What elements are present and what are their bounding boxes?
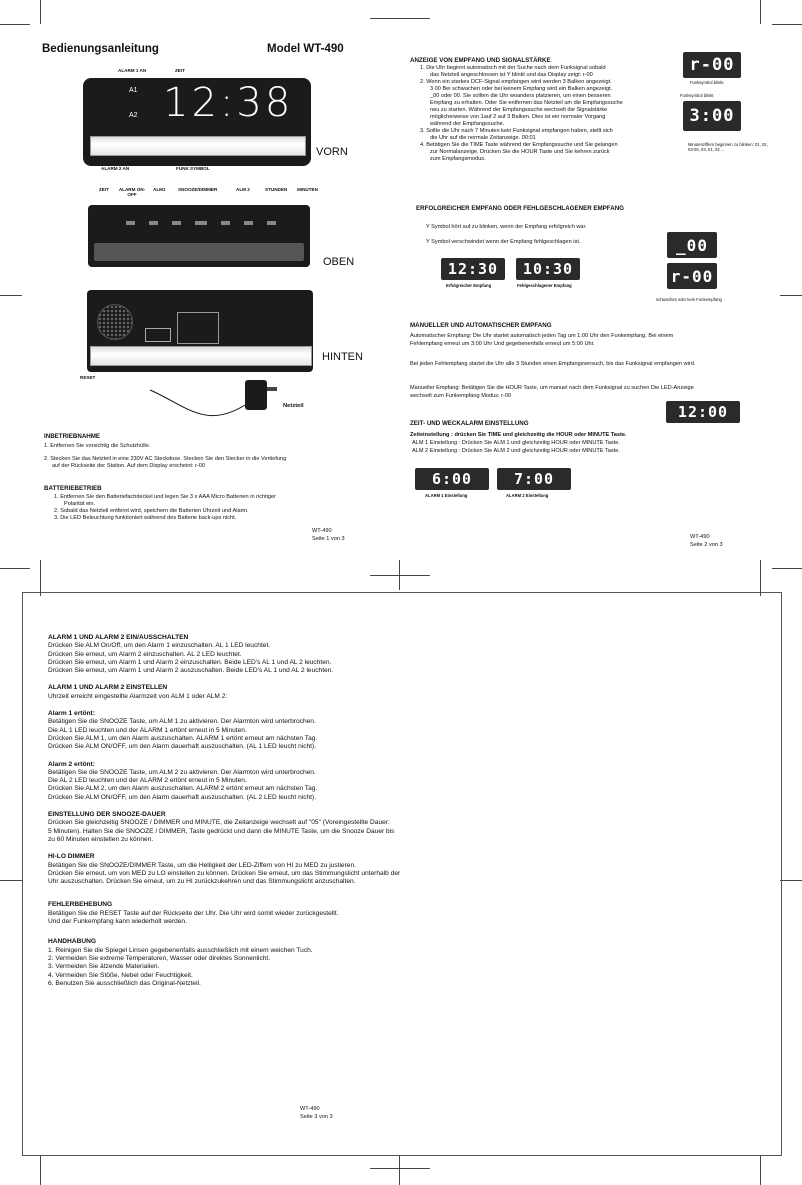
label-reset: RESET (80, 375, 96, 380)
s1-line: Empfang zu erhalten. Oder Sie entfernen das Netzteil um die Empfangssuche (430, 100, 623, 106)
button-alarm-onoff[interactable] (149, 221, 158, 225)
section-snooze-dauer (48, 811, 748, 844)
section-line: Betätigen Sie die SNOOZE/DIMMER Taste, um die Helligkeit der LED-Ziffern von HI zu MED zu justieren. (48, 861, 356, 869)
section-line: 1. Reinigen Sie die Spiegel Linsen gegebenenfalls ausschließlich mit einem weichen Tuch. (48, 946, 313, 954)
inbetrieb-line-3: auf der Rückseite der Station. Auf dem Display erscheint: r-00 (52, 463, 205, 469)
cap-failed: Fehlgeschlagener Empfang (517, 283, 572, 288)
battery-compartment (177, 312, 219, 344)
section-line: Drücken Sie ALM 2, um den Alarm auszuschalten. ALARM 2 ertönt erneut am nächsten Tag. (48, 785, 318, 793)
section-line: zu 60 Minuten einstellen zu können. (48, 835, 154, 843)
heading-batteriebetrieb: BATTERIEBETRIEB (44, 485, 102, 492)
s3-line-2: Fehlempfang erneut um 3:00 Uhr Und gegebenenfalls erneut um 5:00 Uhr. (410, 341, 595, 347)
power-adapter-illustration (145, 375, 295, 435)
front-time-display: 12:38 (163, 80, 294, 126)
s3-line-3: Bei jeden Fehlempfang startet die Uhr alle 3 Stunden einen Empfangsversuch, bis das Funksignal empfangen wird. (410, 361, 696, 367)
cap-success: Erfolgreicher Empfang (446, 283, 492, 288)
top-label-minuten: MINUTEN (297, 187, 318, 192)
heading-inbetriebnahme: INBETRIEBNAHME (44, 433, 101, 440)
a1-indicator: A1 (129, 87, 138, 94)
section-line: Drücken Sie erneut, um Alarm 2 einzuschalten. AL 2 LED leuchtet. (48, 650, 242, 658)
button-alm1[interactable] (172, 221, 181, 225)
s3-line-5: wechselt zum Funkempfang Modus: r-00 (410, 393, 512, 399)
section-alarm2-ertoent (48, 761, 748, 802)
s1-line: das Netzteil angeschlossen ist Y blinkt und das Display zeigt: r-00 (430, 72, 593, 78)
crop-mark (772, 568, 802, 569)
top-label-zeit: ZEIT (99, 187, 109, 192)
s1-line: während der Empfangssuche. (430, 121, 505, 127)
cap-funk-blinkt-2: Funksymbol blinkt (680, 93, 714, 98)
section-line: Drücken Sie ALM ON/OFF, um den Alarm dauerhaft auszuschalten. (AL 2 LED leucht nicht). (48, 793, 317, 801)
crop-mark (370, 575, 430, 576)
section-line: Betätigen Sie die SNOOZE Taste, um ALM 1 zu aktivieren. Der Alarmton wird unterbrochen. (48, 718, 316, 726)
cap-alarm2: ALARM 2 Einstellung (506, 493, 549, 498)
s2-line-1: Y Symbol hört auf zu blinken, wenn der Empfang erfolgreich war. (426, 224, 587, 230)
s1-line: 4. Betätigen Sie die TIME Taste während der Empfangssuche und Sie gelangen (420, 142, 618, 148)
section-heading: HANDHABUNG (48, 938, 96, 946)
section-line: Drücken Sie ALM 1, um den Alarm auszuschalten. ALARM 1 ertönt erneut am nächsten Tag. (48, 734, 318, 742)
lcd-manual: 12:00 (666, 401, 740, 423)
crop-mark (780, 295, 802, 296)
section-line: Drücken Sie ALM On/Off, um den Alarm 1 einzuschalten. AL 1 LED leuchtet. (48, 642, 271, 650)
s1-line: 1. Die Uhr beginnt automatisch mit der Suche nach dem Funksignal sobald (420, 65, 606, 71)
section-line: Drücken Sie gleichzeitig SNOOZE / DIMMER und MINUTE, die Zeitanzeige wechselt auf "05" (Voreingestellte Dauer: (48, 819, 390, 827)
s1-line: 3 00 Bei schwachen oder bei keinem Empfang wird ein Balken angezeigt. (430, 86, 613, 92)
crop-mark (0, 295, 22, 296)
section-fehlerbehebung (48, 901, 748, 926)
top-label-alm2: ALM 2 (236, 187, 250, 192)
s1-line: zum Empfangsmodus. (430, 156, 486, 162)
section-heading: ALARM 1 UND ALARM 2 EIN/AUSSCHALTEN (48, 634, 189, 641)
footer-page-1: Seite 1 von 3 (312, 536, 345, 542)
footer-page-2: Seite 2 von 3 (690, 542, 723, 548)
section-alarm-onoff (48, 634, 748, 675)
top-label-alarm-onoff: ALARM ON-OFF (118, 187, 146, 197)
inbetrieb-line-2: 2. Stecken Sie das Netzteil in eine 230V AC Steckdose. Stecken Sie den Stecker in die Vertiefung (44, 456, 287, 462)
label-funk: FUNK SYMBOL (176, 166, 210, 171)
crop-mark (0, 568, 30, 569)
section-line: 3. Vermeiden Sie ätzende Materialien. (48, 963, 160, 971)
section-line: Betätigen Sie die RESET Taste auf der Rückseite der Uhr. Die Uhr wird somit wieder zurückgestellt. (48, 909, 339, 917)
section-line: Und der Funkempfang kann wiederholt werden. (48, 918, 187, 926)
top-buttons (126, 221, 276, 227)
lcd-alarm1: 6:00 (415, 468, 489, 490)
s1-line: 2. Wenn ein starkes DCF-Signal empfangen wird werden 3 Balken angezeigt. (420, 79, 612, 85)
s1-line: die Uhr auf die normale Zeitanzeige. 00:01 (430, 135, 536, 141)
batt-line-4: 3. Die LED Beleuchtung funktioniert während des Batterie back-ups nicht. (54, 515, 237, 521)
model-title: Model WT-490 (267, 43, 344, 55)
heading-erfolgreich: ERFOLGREICHER EMPFANG ODER FEHLGESCHLAGENER EMPFANG (416, 205, 624, 212)
s4-line-1: Zeiteinstellung : drücken Sie TIME und gleichzeitig die HOUR oder MINUTE Taste. (410, 432, 627, 438)
section-line: Drücken Sie erneut, um Alarm 1 und Alarm 2 einzuschalten. Beide LED's AL 1 und AL 2 leuchten. (48, 658, 332, 666)
lcd-success: 12:30 (441, 258, 505, 280)
view-oben: OBEN (323, 256, 355, 268)
crop-mark (370, 1168, 430, 1169)
button-zeit[interactable] (126, 221, 135, 225)
s4-line-2: ALM 1 Einstellung : Drücken Sie ALM 1 und gleichzeitig HOUR oder MINUTE Taste. (412, 440, 620, 446)
s3-line-1: Automatischer Empfang: Die Uhr startet automatisch jeden Tag um 1:00 Uhr den Funkempfang. Bei einem (410, 333, 674, 339)
lcd-failed: 10:30 (516, 258, 580, 280)
a2-indicator: A2 (129, 112, 138, 119)
section-handhabung (48, 938, 748, 988)
section-line: 4. Vermeiden Sie Stöße, Nebel oder Feuchtigkeit. (48, 971, 193, 979)
footer-page-3: Seite 3 von 3 (300, 1114, 333, 1120)
section-heading: ALARM 1 UND ALARM 2 EINSTELLEN (48, 684, 168, 692)
s3-line-4: Manueller Empfang: Betätigen Sie die HOUR Taste, um manuel nach dem Funksignal zu suchen Die LED-Anzeige (410, 385, 694, 391)
section-line: Drücken Sie ALM ON/OFF, um den Alarm dauerhaft auszuschalten. (AL 1 LED leucht nicht). (48, 743, 317, 751)
s1-line: zur Normalanzeige. Drücken Sie die HOUR Taste und Sie kehren zurück (430, 149, 610, 155)
top-label-alm1: ALM1 (153, 187, 166, 192)
section-line: Drücken Sie erneut, um von MED zu LO einstellen zu können. Drücken Sie erneut, um das Stimmungslicht unterhalb der (48, 869, 401, 877)
heading-zeit-weckalarm: ZEIT- UND WECKALARM EINSTELLUNG (410, 420, 529, 427)
clock-top-view (88, 205, 310, 267)
section-line: 6. Benutzen Sie ausschließlich das Original-Netzteil. (48, 979, 201, 987)
crop-mark (780, 880, 802, 881)
s2-line-2: Y Symbol verschwindet wenn der Empfang fehlgeschlagen ist. (426, 239, 581, 245)
section-heading: FEHLERBEHEBUNG (48, 901, 113, 909)
lcd-weak-2: r-00 (667, 263, 717, 289)
section-alarm1-ertoent (48, 710, 748, 751)
footer-model-2: WT-490 (690, 534, 710, 540)
section-line: Uhrzeit erreicht eingestellte Alarmzeit von ALM 1 oder ALM 2: (48, 692, 228, 700)
crop-mark (370, 18, 430, 19)
crop-mark (0, 24, 30, 25)
section-alarm-einstellen (48, 684, 748, 701)
batt-line-3: 2. Sobald das Netzteil entfernt wird, speichern die Batterien Uhrzeit und Alarm. (54, 508, 249, 514)
back-mood-light (90, 346, 312, 366)
batt-line-2: Polarität ein. (64, 501, 96, 507)
s1-line: neu zu starten. Während der Empfangssuche wechselt die Signalstärke (430, 107, 608, 113)
inbetrieb-line-1: 1. Entfernen Sie vorsichtig die Schutzhülle. (44, 443, 151, 449)
reset-jack-panel (145, 328, 171, 342)
section-heading: HI-LO DIMMER (48, 853, 95, 861)
section-heading: Alarm 2 ertönt: (48, 760, 95, 768)
cap-minuten-blinken: Minutenziffern beginnen zu blinken: 01, 02, 03-00, 03, 01, 02 ... (688, 142, 768, 152)
section-heading: Alarm 1 ertönt: (48, 710, 95, 718)
page3-content (48, 634, 748, 988)
empfang-text (420, 65, 670, 163)
crop-mark (40, 0, 41, 24)
section-line: Die AL 2 LED leuchten und der ALARM 2 ertönt erneut in 5 Minuten. (48, 777, 247, 785)
label-netzteil: Netzteil (283, 403, 304, 409)
s4-line-3: ALM 2 Einstellung : Drücken Sie ALM 2 und gleichzeitig HOUR oder MINUTE Taste. (412, 448, 620, 454)
crop-mark (399, 560, 400, 590)
section-line: 2. Vermeiden Sie extreme Temperaturen, Wasser oder direktes Sonnenlicht. (48, 954, 271, 962)
section-line: Drücken Sie erneut, um Alarm 1 und Alarm 2 auszuschalten. Beide LED's AL 1 und AL 2 leuchten. (48, 667, 334, 675)
label-alarm2: ALARM 2 AN (101, 166, 130, 171)
speaker-grille (97, 304, 133, 340)
lcd-alarm2: 7:00 (497, 468, 571, 490)
crop-mark (772, 24, 802, 25)
crop-mark (760, 1155, 761, 1185)
lcd-funk-search: r-00 (683, 52, 741, 78)
crop-mark (760, 0, 761, 24)
button-snooze-dimmer[interactable] (195, 221, 207, 225)
heading-manuell: MANUELLER UND AUTOMATISCHER EMPFANG (410, 322, 552, 329)
cap-weak: schwaches oder kein Funkempfang (656, 297, 722, 302)
batt-line-1: 1. Entfernen Sie den Batteriefachdeckel und legen Sie 3 x AAA Micro Batterien in richtiger (54, 494, 277, 500)
crop-mark (399, 1155, 400, 1185)
top-label-snooze: SNOOZE/DIMMER (178, 187, 218, 192)
section-hilo-dimmer (48, 853, 748, 886)
crop-mark (40, 1155, 41, 1185)
view-vorn: VORN (316, 146, 348, 158)
crop-mark (0, 880, 22, 881)
cap-alarm1: ALARM 1 Einstellung (425, 493, 468, 498)
cap-funk-blinkt: Funksymbol blinkt (690, 80, 724, 85)
front-mood-light (90, 136, 306, 156)
view-hinten: HINTEN (322, 351, 363, 363)
lcd-weak-1: _00 (667, 232, 717, 258)
button-alm2[interactable] (221, 221, 230, 225)
section-heading: EINSTELLUNG DER SNOOZE-DAUER (48, 811, 166, 819)
footer-model-1: WT-490 (312, 528, 332, 534)
button-minuten[interactable] (267, 221, 276, 225)
s1-line: _00 oder 00. Sie sollten die Uhr woanders platzieren, um einen besseren (430, 93, 611, 99)
label-alarm1: ALARM 1 AN (118, 68, 147, 73)
lcd-three-bars: 3:00 (683, 101, 741, 131)
section-line: 5 Minuten). Halten Sie die SNOOZE / DIMMER, Taste gedrückt und dann die MINUTE Taste, um die Snooze Dauer bis (48, 827, 395, 835)
button-stunden[interactable] (244, 221, 253, 225)
heading-empfang: ANZEIGE VON EMPFANG UND SIGNALSTÄRKE (410, 57, 551, 64)
top-label-stunden: STUNDEN (265, 187, 288, 192)
manual-title: Bedienungsanleitung (42, 43, 159, 55)
top-display-reflection (94, 243, 304, 261)
section-line: Uhr auszuschalten. Drücken Sie erneut, um zu HI zurückzukehren und das Stimmungslicht anzuschalten. (48, 878, 356, 886)
label-zeit: ZEIT (175, 68, 185, 73)
s1-line: möglicherweise von 1auf 2 auf 3 Balken. Dies ist ein normaler Vorgang (430, 114, 606, 120)
s1-line: 3. Sollte die Uhr nach 7 Minuten kein Funksignal empfangen haben, stellt sich (420, 128, 613, 134)
crop-mark (760, 560, 761, 596)
section-line: Die AL 1 LED leuchten und der ALARM 1 ertönt erneut in 5 Minuten. (48, 726, 247, 734)
crop-mark (40, 560, 41, 596)
footer-model-3: WT-490 (300, 1106, 320, 1112)
section-line: Betätigen Sie die SNOOZE Taste, um ALM 2 zu aktivieren. Der Alarmton wird unterbrochen. (48, 768, 316, 776)
